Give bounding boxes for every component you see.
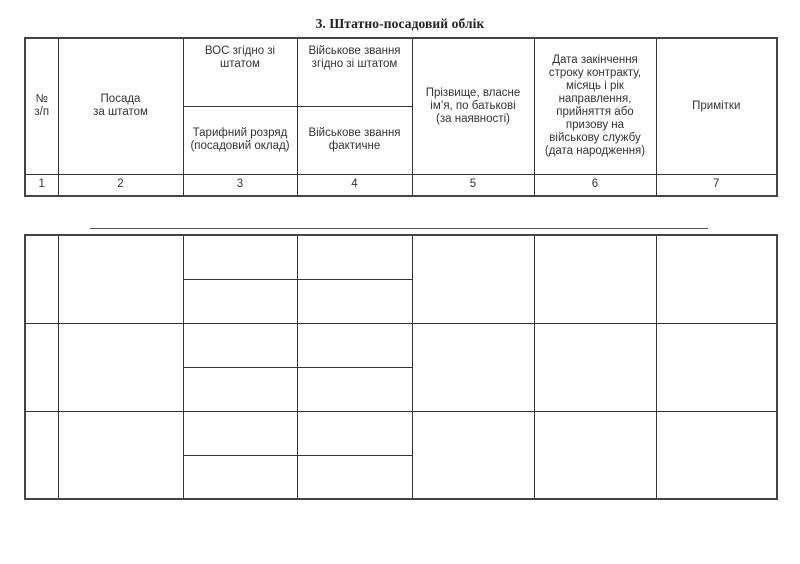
cell-contract-date[interactable] [534,235,656,323]
cell-full-name[interactable] [412,411,534,499]
cell-rank-actual[interactable] [297,279,412,323]
header-position: Посада за штатом [58,38,183,174]
table-row [25,235,777,279]
header-number: № з/п [25,38,58,174]
column-number: 7 [656,174,777,196]
header-contract-date: Дата закінчення строку контракту, місяць і рік направлення, прийняття або призову на військову службу (дата народження) [534,38,656,174]
cell-number[interactable] [25,323,58,411]
cell-position[interactable] [58,235,183,323]
cell-vos[interactable] [183,235,297,279]
cell-tariff[interactable] [183,455,297,499]
cell-position[interactable] [58,411,183,499]
table-row [25,323,777,367]
cell-notes[interactable] [656,411,777,499]
cell-full-name[interactable] [412,235,534,323]
column-number: 6 [534,174,656,196]
cell-contract-date[interactable] [534,411,656,499]
separator-line [90,228,708,229]
cell-full-name[interactable] [412,323,534,411]
header-notes: Примітки [656,38,777,174]
cell-notes[interactable] [656,323,777,411]
cell-rank-actual[interactable] [297,455,412,499]
cell-number[interactable] [25,235,58,323]
cell-rank-staff[interactable] [297,235,412,279]
table-row [25,411,777,455]
cell-tariff[interactable] [183,367,297,411]
cell-rank-staff[interactable] [297,323,412,367]
column-number: 2 [58,174,183,196]
records-table [24,234,778,500]
cell-tariff[interactable] [183,279,297,323]
cell-contract-date[interactable] [534,323,656,411]
cell-vos[interactable] [183,411,297,455]
cell-position[interactable] [58,323,183,411]
column-number: 5 [412,174,534,196]
header-vos: ВОС згідно зі штатом [183,38,297,106]
column-number: 3 [183,174,297,196]
cell-notes[interactable] [656,235,777,323]
cell-vos[interactable] [183,323,297,367]
cell-rank-staff[interactable] [297,411,412,455]
header-rank-staff: Військове звання згідно зі штатом [297,38,412,106]
header-table [24,37,778,197]
cell-rank-actual[interactable] [297,367,412,411]
cell-number[interactable] [25,411,58,499]
header-tariff: Тарифний розряд (посадовий оклад) [183,106,297,174]
header-full-name: Прізвище, власне ім’я, по батькові (за наявності) [412,38,534,174]
section-title: 3. Штатно-посадовий облік [315,16,485,31]
column-number: 4 [297,174,412,196]
column-number: 1 [25,174,58,196]
header-rank-actual: Військове звання фактичне [297,106,412,174]
